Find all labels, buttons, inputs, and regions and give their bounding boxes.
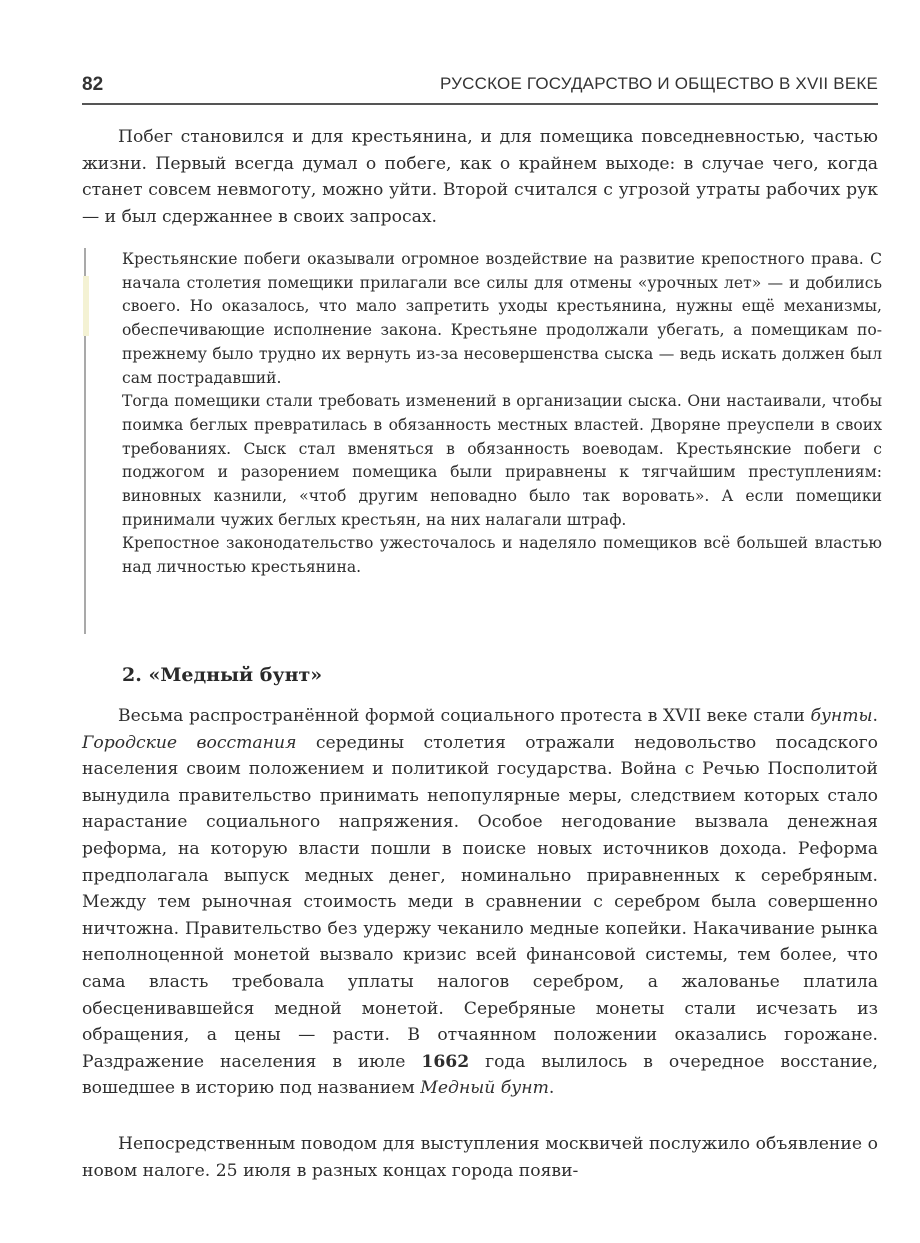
text-run: Весьма распространённой формой социального протеста в XVII веке стали <box>118 706 811 726</box>
final-paragraph: Непосредственным поводом для выступления москвичей послужило объявление о новом налоге. 25 июля в разных концах города появи- <box>82 1134 878 1181</box>
italic-term: Городские восстания <box>82 732 297 753</box>
header-rule <box>82 103 878 105</box>
text-run: . <box>872 706 878 726</box>
text-run: года вылилось в очередное восстание, вошедшее в историю под названием <box>82 1051 878 1099</box>
text-run: . <box>548 1078 555 1099</box>
text-run: середины столетия отражали недовольство посадского населения своим положением и политикой государства. Война с Речью Посполитой вынудила правительство принимать непопулярные меры, следствием которых стало нарастание социального напряжения. Особое негодование вызвала денежная реформа, на которую власти пошли в поиске новых источников дохода. Реформа предполагала выпуск медных денег, номинально приравненных к серебряным. Между тем рыночная стоимость меди в сравнении с серебром была совершенно ничтожна. Правительство без удержу чеканило медные копейки. Накачивание рынка неполноценной монетой вызвало кризис всей финансовой системы, тем более, что сама власть требовала уплаты налогов серебром, а жалованье платила обесценивавшейся медной монетой. Серебряные монеты стали исчезать из обращения, а цены — расти. В отчаянном положении оказались горожане. Раздражение населения в июле <box>82 732 878 1072</box>
italic-term: Медный бунт <box>420 1078 549 1099</box>
sidebar-box <box>84 248 882 634</box>
bold-year: 1662 <box>421 1051 470 1072</box>
box-paragraph: Тогда помещики стали требовать изменений в организации сыска. Они настаивали, чтобы поимка беглых превратилась в обязанность местных властей. Дворяне преуспели в своих требованиях. Сыск стал вменяться в обязанность воеводам. Крестьянские побеги с поджогом и разорением помещика были приравнены к тягчайшим преступлениям: виновных казнили, «чтоб другим неповадно было так воровать». А если помещики принимали чужих беглых крестьян, на них налагали штраф. <box>122 392 882 529</box>
running-title: РУССКОЕ ГОСУДАРСТВО И ОБЩЕСТВО В XVII ВЕКЕ <box>440 74 878 93</box>
section-body <box>82 703 878 1102</box>
page-number: 82 <box>82 74 104 95</box>
box-paragraph: Крепостное законодательство ужесточалось и наделяло помещиков всё большей властью над личностью крестьянина. <box>122 534 882 577</box>
box-accent-mark <box>83 276 89 336</box>
intro-paragraph: Побег становился и для крестьянина, и для помещика повседневностью, частью жизни. Первый всегда думал о побеге, как о крайнем выходе: в случае чего, когда станет совсем невмоготу, можно уйти. Второй считался с угрозой утраты рабочих рук — и был сдержаннее в своих запросах. <box>82 127 878 227</box>
final-paragraph-wrap <box>82 1131 878 1184</box>
box-paragraph: Крестьянские побеги оказывали огромное воздействие на развитие крепостного права. С начала столетия помещики прилагали все силы для отмены «урочных лет» — и добились своего. Но оказалось, что мало запретить уходы крестьянина, нужны ещё механизмы, обеспечивающие исполнение закона. Крестьяне продолжали убегать, а помещикам по-прежнему было трудно их вернуть из-за несовершенства сыска — ведь искать должен был сам пострадавший. <box>122 250 882 387</box>
section-paragraph <box>82 703 878 1102</box>
sidebar-box-text <box>122 248 882 580</box>
section-heading: 2. «Медный бунт» <box>122 664 323 686</box>
italic-term: бунты <box>810 706 873 726</box>
page-header <box>82 74 878 104</box>
